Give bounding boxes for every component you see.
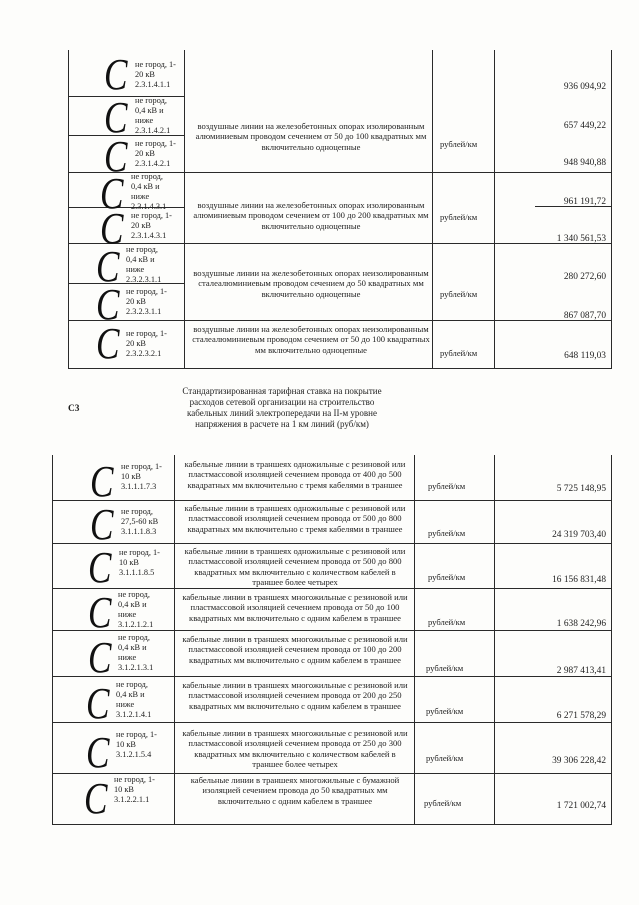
- row-code: не город, 1- 20 кВ 2.3.1.4.1.1: [135, 60, 176, 89]
- table-border-left: [52, 455, 53, 825]
- column-divider: [494, 455, 495, 825]
- row-price: 867 087,70: [563, 311, 606, 321]
- table-border-right: [611, 455, 612, 825]
- row-price: 16 156 831,48: [552, 575, 606, 585]
- row-price: 2 987 413,41: [556, 666, 606, 676]
- row-description: кабельные линии в траншеях многожильные с резиновой или пластмассовой изоляцией сечением провода от 50 до 100 квадратных мм включительно с одним кабелем в траншее: [182, 592, 408, 623]
- row-code: не город, 0,4 кВ и ниже 2.3.1.4.3.1: [131, 172, 167, 211]
- c-stamp-letter: С: [84, 774, 108, 823]
- row-divider: [52, 722, 612, 723]
- row-divider: [52, 773, 612, 774]
- row-price: 648 119,03: [564, 351, 606, 361]
- row-description: воздушные линии на железобетонных опорах изолированным алюминиевым проводом сечением от 50 до 100 квадратных мм включительно одноцепные: [195, 121, 427, 152]
- row-divider: [52, 824, 612, 825]
- row-code: не город, 1- 20 кВ 2.3.2.3.1.1: [126, 287, 167, 316]
- row-code: не город, 1- 10 кВ 3.1.2.2.1.1: [114, 775, 155, 804]
- row-unit: рублей/км: [428, 617, 466, 627]
- row-price: 1 340 561,53: [556, 234, 606, 244]
- row-code: не город, 1- 20 кВ 2.3.1.4.2.1: [135, 139, 176, 168]
- row-code: не город, 0,4 кВ и ниже 3.1.2.1.4.1: [116, 680, 152, 719]
- row-divider: [52, 630, 612, 631]
- row-unit: рублей/км: [426, 663, 464, 673]
- c-stamp-letter: С: [88, 543, 112, 592]
- c-stamp-letter: С: [100, 169, 124, 218]
- c-stamp-letter: С: [90, 457, 114, 506]
- row-code: не город, 1- 20 кВ 2.3.2.3.2.1: [126, 329, 167, 358]
- row-description: кабельные линии в траншеях одножильные с резиновой или пластмассовой изоляцией сечением провода от 500 до 800 квадратных мм включительно с тремя кабелями в траншее: [184, 503, 406, 534]
- c-stamp-letter: С: [96, 242, 120, 291]
- row-description: воздушные линии на железобетонных опорах изолированным алюминиевым проводом сечением от 100 до 200 квадратных мм включительно одноцепные: [193, 200, 429, 231]
- c-stamp-letter: С: [104, 50, 128, 99]
- row-price: 948 940,88: [563, 158, 606, 168]
- c-stamp-letter: С: [104, 93, 128, 142]
- row-description: кабельные линии в траншеях одножильные с резиновой или пластмассовой изоляцией сечением провода от 400 до 500 квадратных мм включительно с тремя кабелями в траншее: [184, 459, 406, 490]
- row-price: 1 638 242,96: [556, 619, 606, 629]
- row-unit: рублей/км: [440, 348, 478, 358]
- row-description: воздушные линии на железобетонных опорах неизолированным сталеалюминиевым проводом сечением до 50 квадратных мм включительно одноцепные: [193, 268, 429, 299]
- row-unit: рублей/км: [428, 572, 466, 582]
- c-stamp-letter: С: [86, 728, 110, 777]
- c-stamp-letter: С: [86, 679, 110, 728]
- row-code: не город, 0,4 кВ и ниже 3.1.2.1.2.1: [118, 590, 154, 629]
- row-unit: рублей/км: [428, 528, 466, 538]
- row-unit: рублей/км: [424, 798, 462, 808]
- c-stamp-letter: С: [88, 588, 112, 637]
- section-title: Стандартизированная тарифная ставка на покрытие расходов сетевой организации на строительство кабельных линий электропередачи на II-м уровне напряжения в расчете на 1 км линий (руб/км): [182, 386, 382, 429]
- row-description: кабельные линии в траншеях многожильные с резиновой или пластмассовой изоляцией сечением провода от 250 до 300 квадратных мм включительно с количеством кабелей в траншее более четырех: [182, 728, 408, 769]
- row-unit: рублей/км: [428, 481, 466, 491]
- column-divider: [414, 455, 415, 825]
- row-description: кабельные линии в траншеях многожильные с бумажной изоляцией сечением провода до 50 квадратных мм включительно с одним кабелем в траншее: [190, 775, 400, 806]
- row-unit: рублей/км: [440, 139, 478, 149]
- section-id: С3: [68, 404, 80, 414]
- row-price: 280 272,60: [563, 272, 606, 282]
- row-code: не город, 0,4 кВ и ниже 2.3.2.3.1.1: [126, 245, 162, 284]
- row-divider: [52, 676, 612, 677]
- row-divider: [68, 207, 184, 208]
- row-divider: [52, 543, 612, 544]
- row-price: 24 319 703,40: [552, 530, 606, 540]
- row-code: не город, 1- 10 кВ 3.1.2.1.5.4: [116, 730, 157, 759]
- column-divider: [174, 455, 175, 825]
- row-price: 657 449,22: [563, 121, 606, 131]
- row-price: 5 725 148,95: [556, 484, 606, 494]
- row-price: 39 306 228,42: [552, 756, 606, 766]
- c-stamp-letter: С: [96, 319, 120, 368]
- row-divider: [52, 588, 612, 589]
- row-divider: [52, 500, 612, 501]
- row-code: не город, 27,5-60 кВ 3.1.1.1.8.3: [121, 507, 159, 536]
- row-unit: рублей/км: [440, 212, 478, 222]
- c-stamp-letter: С: [90, 500, 114, 549]
- c-stamp-letter: С: [88, 633, 112, 682]
- row-code: не город, 1- 10 кВ 3.1.1.1.7.3: [121, 462, 162, 491]
- row-unit: рублей/км: [440, 289, 478, 299]
- row-divider: [68, 368, 612, 369]
- row-unit: рублей/км: [426, 706, 464, 716]
- row-code: не город, 0,4 кВ и ниже 2.3.1.4.2.1: [135, 96, 171, 135]
- row-price: 961 191,72: [563, 197, 606, 207]
- row-description: воздушные линии на железобетонных опорах неизолированным сталеалюминиевым проводом сечением от 50 до 100 квадратных мм включительно одноцепные: [192, 324, 430, 355]
- row-code: не город, 1- 10 кВ 3.1.1.1.8.5: [119, 548, 160, 577]
- row-description: кабельные линии в траншеях одножильные с резиновой или пластмассовой изоляцией сечением провода от 500 до 800 квадратных мм включительно с количеством кабелей в траншее более четырех: [184, 546, 406, 587]
- row-code: не город, 0,4 кВ и ниже 3.1.2.1.3.1: [118, 633, 154, 672]
- row-price: 936 094,92: [563, 82, 606, 92]
- row-price: 1 721 002,74: [556, 801, 606, 811]
- c-stamp-letter: С: [100, 204, 124, 253]
- row-unit: рублей/км: [426, 753, 464, 763]
- c-stamp-letter: С: [104, 132, 128, 181]
- c-stamp-letter: С: [96, 280, 120, 329]
- row-description: кабельные линии в траншеях многожильные с резиновой или пластмассовой изоляцией сечением провода от 200 до 250 квадратных мм включительно с одним кабелем в траншее: [182, 680, 408, 711]
- row-description: кабельные линии в траншеях многожильные с резиновой или пластмассовой изоляцией сечением провода от 100 до 200 квадратных мм включительно с одним кабелем в траншее: [182, 634, 408, 665]
- row-code: не город, 1- 20 кВ 2.3.1.4.3.1: [131, 211, 172, 240]
- row-price: 6 271 578,29: [556, 711, 606, 721]
